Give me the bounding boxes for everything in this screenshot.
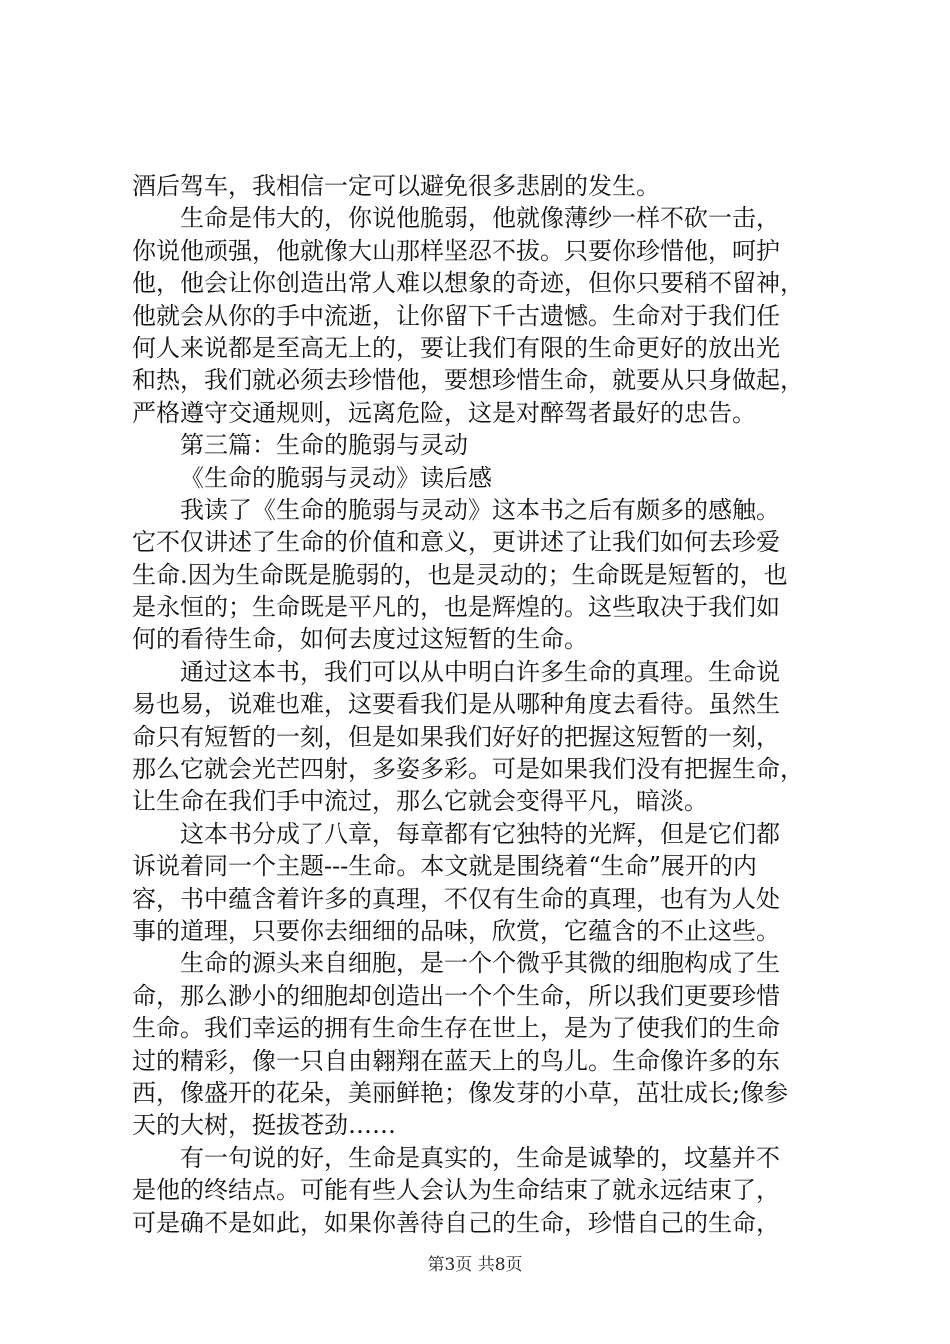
text-line: 天的大树，挺拔苍劲…… — [132, 1111, 396, 1140]
text-line: 这本书分成了八章，每章都有它独特的光辉，但是它们都 — [180, 819, 780, 848]
text-line: 何的看待生命，如何去度过这短暂的生命。 — [132, 625, 588, 654]
text-line: 让生命在我们手中流过，那么它就会变得平凡，暗淡。 — [132, 787, 708, 816]
text-line: 有一句说的好，生命是真实的，生命是诚挚的，坟墓并不 — [180, 1143, 780, 1172]
text-line: 他，他会让你创造出常人难以想象的奇迹，但你只要稍不留神， — [132, 269, 804, 298]
text-line: 酒后驾车，我相信一定可以避免很多悲剧的发生。 — [132, 172, 660, 200]
document-body — [132, 170, 832, 1239]
text-line: 容，书中蕴含着许多的真理，不仅有生命的真理，也有为人处 — [132, 884, 780, 913]
text-line: 命只有短暂的一刻，但是如果我们好好的把握这短暂的一刻， — [132, 722, 780, 751]
text-line: 生命。我们幸运的拥有生命生存在世上，是为了使我们的生命 — [132, 1014, 780, 1043]
text-line: 严格遵守交通规则，远离危险，这是对醉驾者最好的忠告。 — [132, 398, 756, 427]
text-line: 那么它就会光芒四射，多姿多彩。可是如果我们没有把握生命， — [132, 755, 804, 784]
text-line: 何人来说都是至高无上的，要让我们有限的生命更好的放出光 — [132, 333, 780, 362]
text-line: 它不仅讲述了生命的价值和意义，更讲述了让我们如何去珍爱 — [132, 528, 780, 557]
text-line: 他就会从你的手中流逝，让你留下千古遗憾。生命对于我们任 — [132, 301, 780, 330]
text-line: 生命是伟大的，你说他脆弱，他就像薄纱一样不砍一击， — [180, 204, 780, 233]
text-line: 命，那么渺小的细胞却创造出一个个生命，所以我们更要珍惜 — [132, 981, 780, 1010]
text-line: 和热，我们就必须去珍惜他，要想珍惜生命，就要从只身做起， — [132, 366, 804, 395]
text-line: 生命的源头来自细胞，是一个个微乎其微的细胞构成了生 — [180, 949, 780, 978]
text-line: 诉说着同一个主题---生命。本文就是围绕着“生命”展开的内 — [132, 852, 757, 881]
text-line: 西，像盛开的花朵，美丽鲜艳；像发芽的小草，茁壮成长;像参 — [132, 1078, 789, 1107]
text-line: 你说他顽强，他就像大山那样坚忍不拔。只要你珍惜他，呵护 — [132, 236, 780, 265]
text-line: 是他的终结点。可能有些人会认为生命结束了就永远结束了， — [132, 1176, 780, 1205]
text-line: 我读了《生命的脆弱与灵动》这本书之后有颇多的感触。 — [180, 495, 780, 524]
text-line: 第三篇：生命的脆弱与灵动 — [180, 431, 468, 460]
text-line: 生命.因为生命既是脆弱的，也是灵动的；生命既是短暂的，也 — [132, 560, 788, 589]
text-line: 《生命的脆弱与灵动》读后感 — [180, 463, 492, 492]
page-footer: 第3页 共8页 — [427, 1255, 523, 1275]
text-line: 易也易，说难也难，这要看我们是从哪种角度去看待。虽然生 — [132, 690, 780, 719]
text-line: 可是确不是如此，如果你善待自己的生命，珍惜自己的生命， — [132, 1208, 780, 1237]
text-line: 事的道理，只要你去细细的品味，欣赏，它蕴含的不止这些。 — [132, 916, 780, 945]
text-line: 过的精彩，像一只自由翱翔在蓝天上的鸟儿。生命像许多的东 — [132, 1046, 780, 1075]
text-line: 是永恒的；生命既是平凡的，也是辉煌的。这些取决于我们如 — [132, 593, 780, 622]
text-line: 通过这本书，我们可以从中明白许多生命的真理。生命说 — [180, 657, 780, 686]
